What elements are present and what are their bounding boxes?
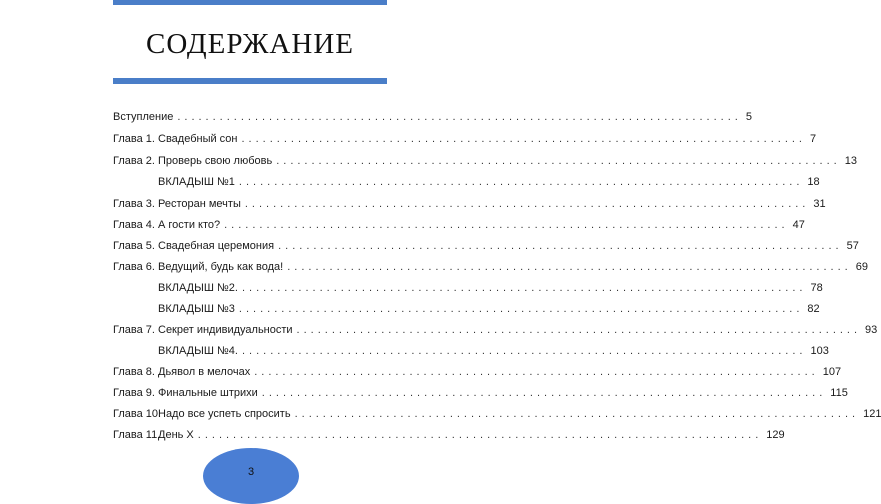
toc-entry-title: ВКЛАДЫШ №2. <box>158 282 238 294</box>
toc-entry[interactable] <box>113 324 878 340</box>
toc-page-number: 107 <box>822 366 842 378</box>
toc-dot-leader: ................................................................................ <box>254 366 819 378</box>
toc-chapter-label: Глава 1. <box>113 133 155 145</box>
toc-dot-leader: ................................................................................ <box>177 111 742 123</box>
toc-entry[interactable] <box>113 408 881 424</box>
toc-entry[interactable] <box>113 261 868 277</box>
toc-entry-title: Финальные штрихи <box>158 387 258 399</box>
toc-page-number: 69 <box>855 261 868 273</box>
toc-entry[interactable] <box>113 387 848 403</box>
toc-chapter-label: Глава 2. <box>113 155 155 167</box>
toc-dot-leader: ................................................................................ <box>238 176 804 188</box>
toc-dot-leader: ................................................................................ <box>278 240 843 252</box>
toc-entry[interactable] <box>113 366 842 382</box>
toc-page-number: 31 <box>813 198 826 210</box>
toc-dot-leader: ................................................................................ <box>276 155 841 167</box>
toc-dot-leader: ................................................................................ <box>241 345 807 357</box>
toc-chapter-label: Глава 9. <box>113 387 155 399</box>
toc-entry-title: А гости кто? <box>158 219 221 231</box>
toc-entry[interactable] <box>113 155 857 171</box>
toc-page-number: 78 <box>810 282 823 294</box>
toc-entry[interactable] <box>113 282 823 298</box>
toc-entry-title: ВКЛАДЫШ №3 <box>158 303 235 315</box>
toc-page-number: 18 <box>807 176 820 188</box>
toc-entry-title: Секрет индивидуальности <box>158 324 293 336</box>
toc-dot-leader: ................................................................................ <box>244 198 810 210</box>
toc-page-number: 103 <box>810 345 829 357</box>
toc-page-number: 93 <box>865 324 878 336</box>
toc-entry[interactable] <box>113 198 826 214</box>
toc-entry[interactable] <box>113 219 805 235</box>
toc-entry-title: Проверь свою любовь <box>158 155 273 167</box>
toc-page-number: 129 <box>766 429 785 441</box>
toc-page-number: 115 <box>830 387 848 399</box>
toc-entry[interactable] <box>113 303 820 319</box>
toc-chapter-label: Глава 4. <box>113 219 155 231</box>
toc-page-number: 13 <box>844 155 857 167</box>
toc-entry[interactable] <box>113 133 817 149</box>
toc-dot-leader: ................................................................................ <box>261 387 827 399</box>
toc-entry-title: День Х <box>158 429 194 441</box>
toc-page-number: 57 <box>846 240 859 252</box>
toc-dot-leader: ................................................................................ <box>287 261 852 273</box>
toc-entry-title: ВКЛАДЫШ №4. <box>158 345 238 357</box>
page-title: СОДЕРЖАНИЕ <box>146 28 354 60</box>
toc-entry[interactable] <box>113 240 859 256</box>
toc-dot-leader: ................................................................................ <box>241 133 806 145</box>
toc-dot-leader: ................................................................................ <box>241 282 807 294</box>
toc-entry[interactable] <box>113 345 829 361</box>
toc-chapter-label: Глава 8. <box>113 366 155 378</box>
toc-entry-title: Вступление <box>113 111 174 123</box>
toc-entry-title: Ведущий, будь как вода! <box>158 261 284 273</box>
toc-entry[interactable] <box>113 176 820 192</box>
page-number-badge <box>203 448 299 504</box>
toc-page-number: 7 <box>810 133 817 145</box>
toc-entry-title: ВКЛАДЫШ №1 <box>158 176 235 188</box>
toc-entry[interactable] <box>113 111 752 127</box>
toc-entry-title: Свадебная церемония <box>158 240 275 252</box>
toc-dot-leader: ................................................................................ <box>197 429 763 441</box>
toc-entry-title: Свадебный сон <box>158 133 238 145</box>
toc-dot-leader: ................................................................................ <box>238 303 804 315</box>
toc-page-number: 121 <box>863 408 881 420</box>
toc-chapter-label: Глава 5. <box>113 240 155 252</box>
toc-entry-title: Надо все успеть спросить <box>158 408 291 420</box>
toc-chapter-label: Глава 7. <box>113 324 155 336</box>
toc-page-number: 5 <box>745 111 752 123</box>
toc-dot-leader: ................................................................................ <box>296 324 862 336</box>
toc-page-number: 82 <box>807 303 820 315</box>
toc-page-number: 47 <box>792 219 805 231</box>
toc-entry[interactable] <box>113 429 785 445</box>
toc-chapter-label: Глава 11. <box>113 429 161 441</box>
toc-chapter-label: Глава 6. <box>113 261 155 273</box>
toc-entry-title: Дьявол в мелочах <box>158 366 251 378</box>
toc-entry-title: Ресторан мечты <box>158 198 241 210</box>
toc-dot-leader: ................................................................................ <box>224 219 789 231</box>
toc-dot-leader: ................................................................................ <box>294 408 860 420</box>
toc-chapter-label: Глава 3. <box>113 198 155 210</box>
toc-chapter-label: Глава 10. <box>113 408 162 420</box>
page-number: 3 <box>247 466 255 478</box>
